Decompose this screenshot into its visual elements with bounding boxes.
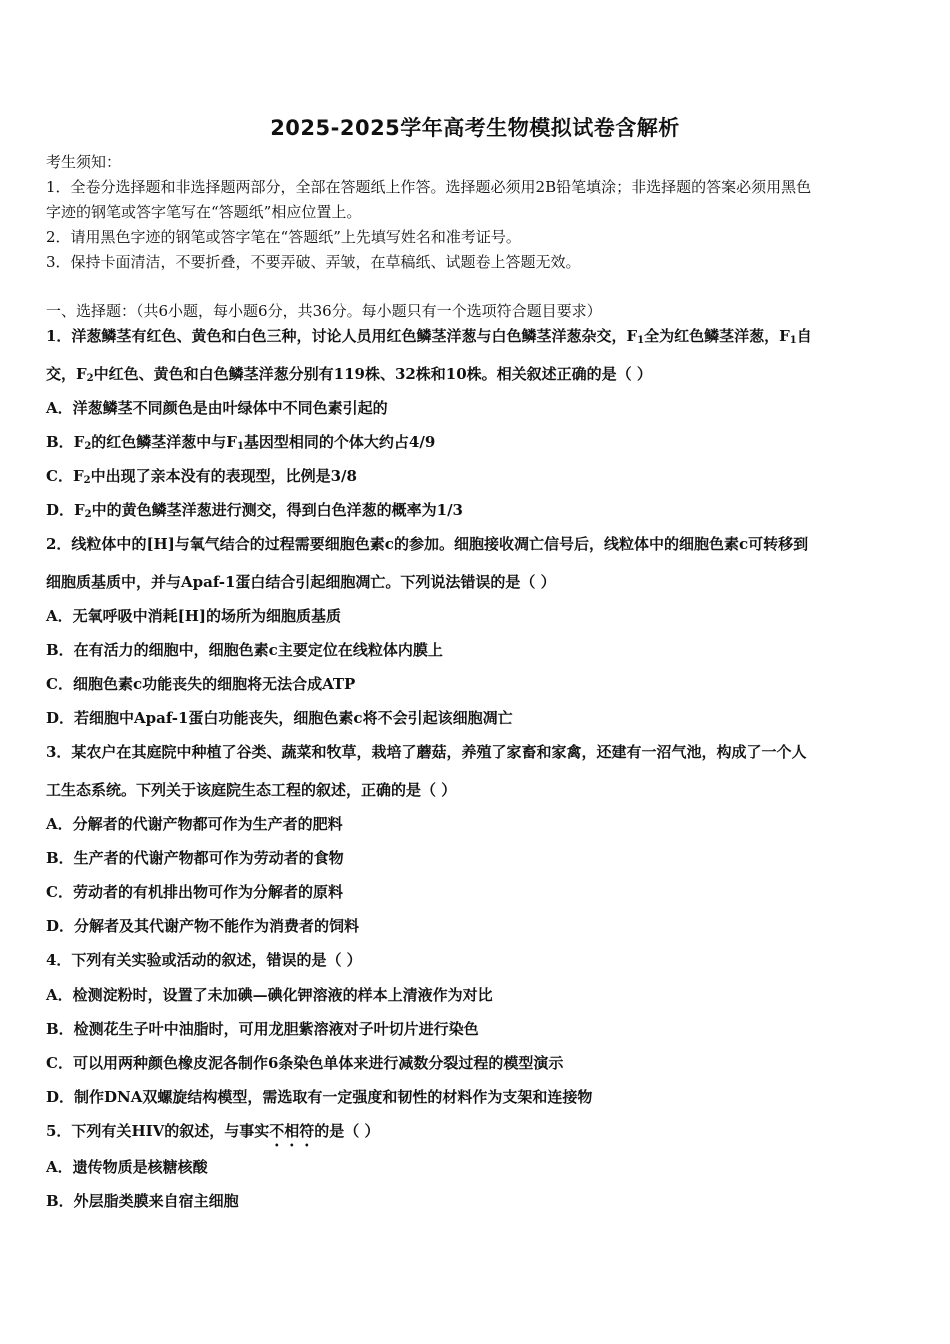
question-2-option-a: A．无氧呼吸中消耗[H]的场所为细胞质基质: [46, 607, 342, 625]
question-4-option-d: D．制作DNA双螺旋结构模型，需选取有一定强度和韧性的材料作为支架和连接物: [46, 1088, 593, 1106]
notice-item: 3．保持卡面清洁，不要折叠，不要弄破、弄皱，在草稿纸、试题卷上答题无效。: [46, 253, 581, 271]
question-3-option-a: A．分解者的代谢产物都可作为生产者的肥料: [46, 815, 343, 833]
question-2-option-c: C．细胞色素c功能丧失的细胞将无法合成ATP: [46, 675, 356, 693]
emphasis-text: 不相符: [269, 1122, 315, 1140]
question-3-stem: 3．某农户在其庭院中种植了谷类、蔬菜和牧草，栽培了蘑菇，养殖了家畜和家禽，还建有一沼气池，构成了一个人: [46, 743, 807, 761]
notice-item: 1．全卷分选择题和非选择题两部分，全部在答题纸上作答。选择题必须用2B铅笔填涂；非选择题的答案必须用黑色: [46, 178, 812, 196]
section-heading: 一、选择题：（共6小题，每小题6分，共36分。每小题只有一个选项符合题目要求）: [46, 302, 602, 320]
question-2-stem: 2．线粒体中的[H]与氧气结合的过程需要细胞色素c的参加。细胞接收凋亡信号后，线粒体中的细胞色素c可转移到: [46, 535, 809, 553]
question-4-option-b: B．检测花生子叶中油脂时，可用龙胆紫溶液对子叶切片进行染色: [46, 1020, 479, 1038]
question-3-stem-cont: 工生态系统。下列关于该庭院生态工程的叙述，正确的是（ ）: [46, 781, 457, 799]
question-3-option-c: C．劳动者的有机排出物可作为分解者的原料: [46, 883, 343, 901]
page-title: 2025-2025学年高考生物模拟试卷含解析: [270, 116, 680, 140]
notice-heading: 考生须知：: [46, 153, 122, 171]
notice-item: 2．请用黑色字迹的钢笔或答字笔在“答题纸”上先填写姓名和准考证号。: [46, 228, 521, 246]
question-4-option-c: C．可以用两种颜色橡皮泥各制作6条染色单体来进行减数分裂过程的模型演示: [46, 1054, 564, 1072]
question-3-option-d: D．分解者及其代谢产物不能作为消费者的饲料: [46, 917, 360, 935]
question-5-option-a: A．遗传物质是核糖核酸: [46, 1158, 208, 1176]
question-5-stem: 5．下列有关HIV的叙述，与事实不相符的是（ ）: [46, 1122, 380, 1140]
question-2-option-b: B．在有活力的细胞中，细胞色素c主要定位在线粒体内膜上: [46, 641, 443, 659]
question-2-stem-cont: 细胞质基质中，并与Apaf-1蛋白结合引起细胞凋亡。下列说法错误的是（ ）: [46, 573, 556, 591]
question-1-option-c: C．$F_2$中出现了亲本没有的表现型，比例是3/8: [46, 467, 357, 486]
notice-item: 字迹的钢笔或答字笔写在“答题纸”相应位置上。: [46, 203, 362, 221]
question-1-option-b: B．$F_2$的红色鳞茎洋葱中与$F_1$基因型相同的个体大约占4/9: [46, 433, 436, 452]
question-1-stem-cont: 交，$F_2$中红色、黄色和白色鳞茎洋葱分别有119株、32株和10株。相关叙述正确的是（ ）: [46, 365, 652, 384]
question-2-option-d: D．若细胞中Apaf-1蛋白功能丧失，细胞色素c将不会引起该细胞凋亡: [46, 709, 513, 727]
question-5-option-b: B．外层脂类膜来自宿主细胞: [46, 1192, 239, 1210]
question-4-stem: 4．下列有关实验或活动的叙述，错误的是（ ）: [46, 951, 362, 969]
question-1-option-d: D．$F_2$中的黄色鳞茎洋葱进行测交，得到白色洋葱的概率为1/3: [46, 501, 463, 520]
question-1-option-a: A．洋葱鳞茎不同颜色是由叶绿体中不同色素引起的: [46, 399, 388, 417]
question-4-option-a: A．检测淀粉时，设置了未加碘—碘化钾溶液的样本上清液作为对比: [46, 986, 493, 1004]
question-3-option-b: B．生产者的代谢产物都可作为劳动者的食物: [46, 849, 344, 867]
question-1-stem: 1．洋葱鳞茎有红色、黄色和白色三种，讨论人员用红色鳞茎洋葱与白色鳞茎洋葱杂交，$F_1$全为红色鳞茎洋葱，$F_1$自: [46, 327, 812, 346]
